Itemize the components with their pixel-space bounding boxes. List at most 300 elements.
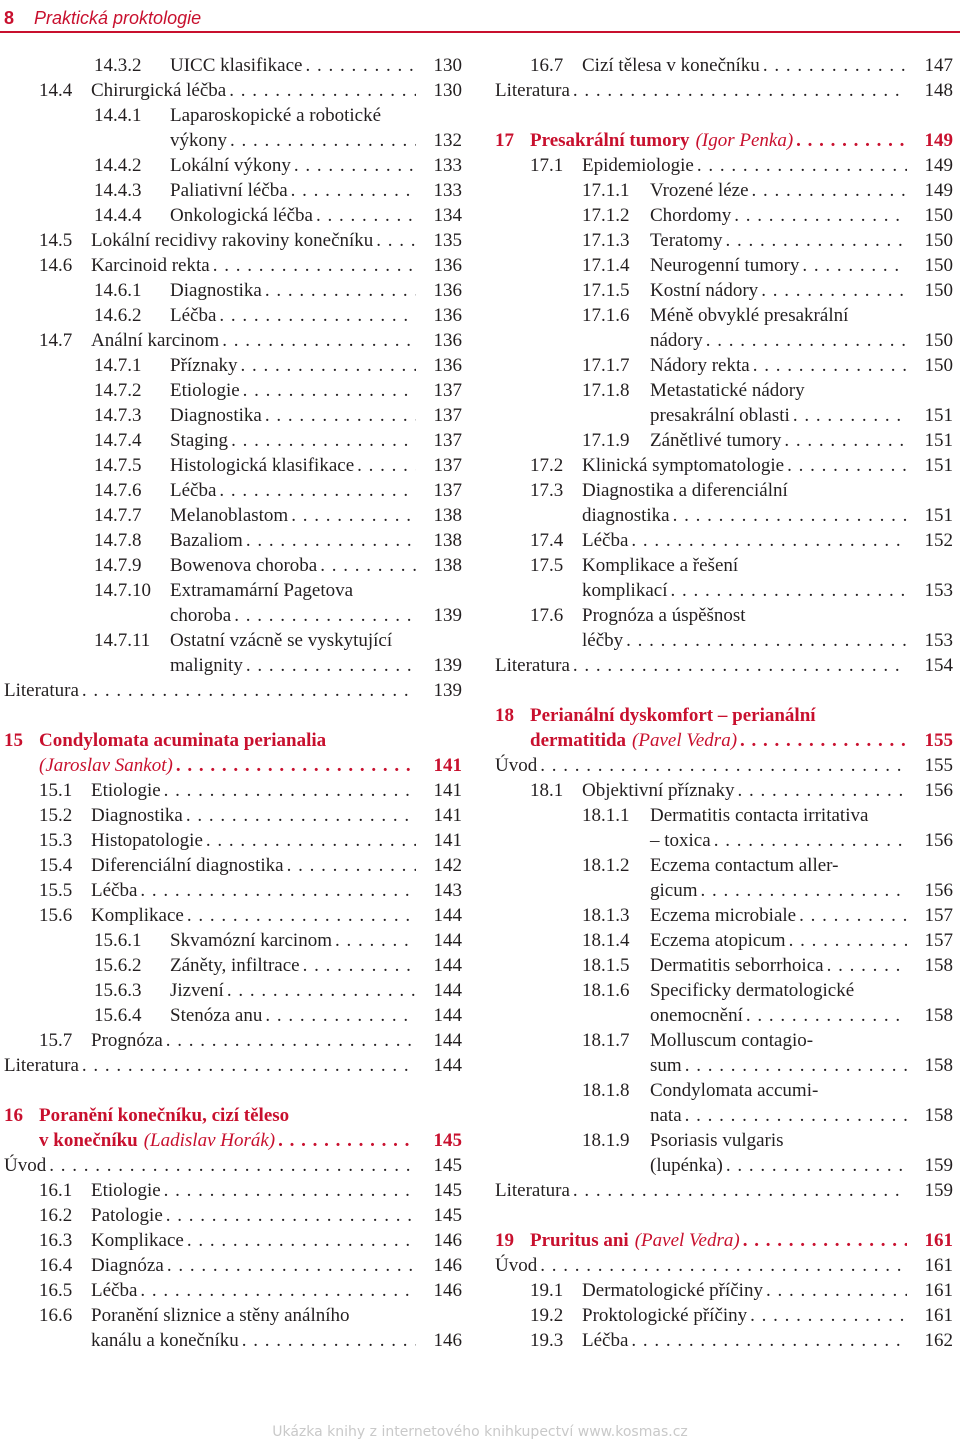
toc-entry-page: 159	[924, 1180, 953, 1201]
dot-leader	[354, 453, 416, 478]
toc-entry-title: diagnostika	[582, 505, 670, 526]
toc-entry[interactable]	[495, 278, 953, 303]
dot-leader	[243, 528, 416, 553]
toc-entry-page: 145	[433, 1155, 462, 1176]
toc-entry-page: 151	[924, 405, 953, 426]
toc-right-column	[495, 53, 953, 1353]
toc-chapter-entry[interactable]	[495, 703, 953, 728]
toc-entry[interactable]	[495, 903, 953, 928]
dot-leader	[137, 1278, 416, 1303]
dot-leader	[735, 778, 908, 803]
toc-entry[interactable]	[4, 428, 462, 453]
toc-entry[interactable]	[4, 153, 462, 178]
toc-entry-title: Prognóza	[91, 1030, 163, 1051]
toc-entry-page: 158	[924, 955, 953, 976]
toc-entry-page: 150	[924, 330, 953, 351]
toc-entry-number: 18.1.6	[582, 980, 630, 1001]
dot-leader	[743, 1003, 907, 1028]
dot-leader	[262, 1003, 416, 1028]
toc-entry-title: Skvamózní karcinom	[170, 930, 332, 951]
dot-leader	[227, 128, 416, 153]
toc-entry[interactable]	[495, 1128, 953, 1153]
dot-leader	[703, 328, 907, 353]
toc-entry[interactable]	[4, 403, 462, 428]
dot-leader	[183, 803, 416, 828]
toc-entry-title: kanálu a konečníku	[91, 1330, 239, 1351]
toc-chapter-entry[interactable]	[4, 1128, 462, 1153]
toc-entry-title: Poranění konečníku, cizí těleso	[39, 1105, 290, 1126]
toc-entry-title: v konečníku	[39, 1130, 138, 1151]
toc-entry[interactable]	[4, 903, 462, 928]
toc-entry-title: Léčba	[170, 480, 217, 501]
toc-entry-page: 134	[433, 205, 462, 226]
toc-entry-title: Diagnostika	[170, 280, 262, 301]
dot-leader	[392, 628, 416, 653]
toc-entry-title: Léčba	[582, 1330, 629, 1351]
dot-leader	[537, 753, 907, 778]
toc-entry[interactable]	[4, 78, 462, 103]
toc-entry-number: 17.3	[530, 480, 564, 501]
toc-entry-page: 145	[433, 1130, 462, 1151]
toc-entry[interactable]	[495, 978, 953, 1003]
toc-entry[interactable]	[4, 953, 462, 978]
toc-entry-title: Úvod	[495, 1255, 538, 1276]
toc-entry-number: 16	[4, 1105, 23, 1126]
toc-entry-page: 155	[924, 755, 953, 776]
dot-leader	[353, 578, 416, 603]
toc-entry-number: 14.4.1	[94, 105, 142, 126]
toc-entry-page: 146	[433, 1280, 462, 1301]
toc-entry[interactable]	[4, 1053, 462, 1078]
dot-leader	[243, 653, 416, 678]
toc-entry-title: Teratomy	[650, 230, 723, 251]
toc-entry[interactable]	[495, 878, 953, 903]
dot-leader	[239, 1328, 416, 1353]
toc-entry[interactable]	[495, 453, 953, 478]
dot-leader	[537, 1253, 907, 1278]
toc-chapter-entry[interactable]	[4, 753, 462, 778]
toc-entry-page: 154	[924, 655, 953, 676]
toc-entry-title: Diagnostika a diferenciální	[582, 480, 788, 501]
toc-entry[interactable]	[4, 1153, 462, 1178]
toc-entry-page: 141	[433, 755, 462, 776]
toc-entry-number: 18.1	[530, 780, 564, 801]
toc-entry[interactable]	[495, 78, 953, 103]
toc-entry[interactable]	[4, 1228, 462, 1253]
toc-entry[interactable]	[4, 203, 462, 228]
toc-entry-title: Úvod	[4, 1155, 47, 1176]
section-spacer	[495, 103, 953, 128]
dot-leader	[262, 403, 416, 428]
toc-entry[interactable]	[495, 1053, 953, 1078]
toc-entry[interactable]	[4, 1203, 462, 1228]
toc-entry-page: 141	[433, 830, 462, 851]
toc-entry-page: 149	[924, 130, 953, 151]
toc-entry-number: 15.2	[39, 805, 73, 826]
toc-entry[interactable]	[495, 378, 953, 403]
toc-entry-page: 144	[433, 1055, 462, 1076]
toc-entry[interactable]	[495, 1303, 953, 1328]
toc-entry[interactable]	[495, 653, 953, 678]
dot-leader	[623, 628, 907, 653]
dot-leader	[854, 978, 907, 1003]
toc-entry-title: sum	[650, 1055, 682, 1076]
toc-entry-number: 17.1.2	[582, 205, 630, 226]
toc-entry-number: 18.1.1	[582, 805, 630, 826]
toc-entry[interactable]	[4, 303, 462, 328]
toc-entry[interactable]	[495, 803, 953, 828]
toc-entry[interactable]	[4, 1003, 462, 1028]
toc-entry[interactable]	[4, 778, 462, 803]
toc-entry-page: 148	[924, 80, 953, 101]
dot-leader	[210, 253, 416, 278]
section-spacer	[495, 678, 953, 703]
toc-entry-page: 156	[924, 830, 953, 851]
toc-entry[interactable]	[495, 628, 953, 653]
toc-entry[interactable]	[4, 353, 462, 378]
toc-entry[interactable]	[4, 178, 462, 203]
toc-entry-title: Komplikace	[91, 905, 184, 926]
toc-entry-title: Stenóza anu	[170, 1005, 263, 1026]
toc-entry[interactable]	[495, 1153, 953, 1178]
toc-entry-title: Zánětlivé tumory	[650, 430, 782, 451]
dot-leader	[793, 128, 907, 153]
toc-entry[interactable]	[4, 1328, 462, 1353]
toc-entry[interactable]	[495, 303, 953, 328]
toc-entry-number: 17.4	[530, 530, 564, 551]
toc-entry[interactable]	[4, 1253, 462, 1278]
toc-entry-page: 155	[924, 730, 953, 751]
toc-entry-title: Chordomy	[650, 205, 732, 226]
toc-entry[interactable]	[495, 1003, 953, 1028]
dot-leader	[838, 853, 907, 878]
toc-entry[interactable]	[495, 578, 953, 603]
toc-entry-title: nata	[650, 1105, 682, 1126]
toc-entry-page: 141	[433, 780, 462, 801]
toc-entry[interactable]	[495, 478, 953, 503]
toc-entry[interactable]	[495, 1253, 953, 1278]
toc-entry-number: 16.4	[39, 1255, 73, 1276]
toc-entry-title: komplikací	[582, 580, 668, 601]
dot-leader	[79, 678, 416, 703]
toc-entry-page: 152	[924, 530, 953, 551]
toc-entry[interactable]	[4, 453, 462, 478]
toc-entry[interactable]	[495, 1178, 953, 1203]
toc-entry[interactable]	[4, 478, 462, 503]
toc-entry[interactable]	[4, 278, 462, 303]
toc-entry[interactable]	[495, 153, 953, 178]
dot-leader	[79, 1053, 416, 1078]
dot-leader	[288, 503, 416, 528]
toc-entry[interactable]	[4, 1303, 462, 1328]
toc-entry[interactable]	[4, 578, 462, 603]
toc-chapter-entry[interactable]	[4, 1103, 462, 1128]
toc-entry-title: Bazaliom	[170, 530, 243, 551]
toc-entry-title: Bowenova choroba	[170, 555, 318, 576]
toc-entry-number: 16.1	[39, 1180, 73, 1201]
toc-entry-title: Condylomata acuminata perianalia	[39, 730, 327, 751]
toc-entry-page: 137	[433, 480, 462, 501]
toc-entry[interactable]	[495, 603, 953, 628]
toc-entry-page: 150	[924, 355, 953, 376]
toc-entry[interactable]	[495, 178, 953, 203]
toc-entry-title: Proktologické příčiny	[582, 1305, 748, 1326]
toc-entry-page: 149	[924, 155, 953, 176]
toc-entry[interactable]	[495, 253, 953, 278]
toc-entry[interactable]	[495, 928, 953, 953]
toc-entry-title: Epidemiologie	[582, 155, 694, 176]
toc-entry[interactable]	[4, 228, 462, 253]
toc-entry[interactable]	[495, 953, 953, 978]
toc-entry[interactable]	[4, 528, 462, 553]
toc-entry-page: 161	[924, 1230, 953, 1251]
section-spacer	[4, 703, 462, 728]
toc-entry[interactable]	[4, 1278, 462, 1303]
dot-leader	[805, 378, 907, 403]
toc-entry-title: Léčba	[170, 305, 217, 326]
toc-entry-number: 14.7	[39, 330, 73, 351]
toc-entry[interactable]	[4, 628, 462, 653]
toc-entry[interactable]	[495, 53, 953, 78]
dot-leader	[161, 778, 416, 803]
toc-entry-title: Metastatické nádory	[650, 380, 805, 401]
dot-leader	[163, 1203, 416, 1228]
section-spacer	[4, 1078, 462, 1103]
toc-entry[interactable]	[4, 1178, 462, 1203]
toc-entry-title: Literatura	[4, 680, 79, 701]
dot-leader	[184, 1228, 416, 1253]
toc-entry-title: Anální karcinom	[91, 330, 220, 351]
toc-entry-title: Melanoblastom	[170, 505, 289, 526]
toc-entry[interactable]	[495, 328, 953, 353]
toc-entry-title: Komplikace	[91, 1230, 184, 1251]
toc-entry-number: 14.6.1	[94, 280, 142, 301]
toc-entry-number: 15.6.1	[94, 930, 142, 951]
toc-entry-author: (Igor Penka)	[695, 130, 794, 151]
toc-entry[interactable]	[495, 1028, 953, 1053]
toc-entry[interactable]	[4, 878, 462, 903]
toc-entry-page: 158	[924, 1005, 953, 1026]
toc-entry-author: (Pavel Vedra)	[632, 730, 738, 751]
toc-entry[interactable]	[495, 228, 953, 253]
toc-entry[interactable]	[495, 853, 953, 878]
toc-entry-title: Vrozené léze	[650, 180, 749, 201]
dot-leader	[300, 953, 416, 978]
toc-entry-page: 142	[433, 855, 462, 876]
toc-entry-number: 14.7.3	[94, 405, 142, 426]
toc-entry-author: (Ladislav Horák)	[143, 1130, 276, 1151]
toc-entry-number: 17.5	[530, 555, 564, 576]
toc-entry[interactable]	[495, 753, 953, 778]
toc-entry-number: 17.1	[530, 155, 564, 176]
toc-entry-title: Méně obvyklé presakrální	[650, 305, 849, 326]
dot-leader	[219, 328, 416, 353]
toc-entry-title: Paliativní léčba	[170, 180, 288, 201]
toc-entry[interactable]	[4, 328, 462, 353]
toc-entry[interactable]	[495, 1078, 953, 1103]
toc-entry[interactable]	[4, 928, 462, 953]
toc-chapter-entry[interactable]	[495, 728, 953, 753]
toc-entry-title: Psoriasis vulgaris	[650, 1130, 784, 1151]
toc-entry-title: malignity	[170, 655, 243, 676]
toc-entry-title: Histopatologie	[91, 830, 203, 851]
toc-entry-number: 17	[495, 130, 514, 151]
toc-entry-title: Condylomata accumi-	[650, 1080, 819, 1101]
dot-leader	[784, 453, 907, 478]
dot-leader	[784, 1128, 907, 1153]
toc-entry-title: Specificky dermatologické	[650, 980, 855, 1001]
toc-entry-title: (lupénka)	[650, 1155, 723, 1176]
dot-leader	[173, 753, 416, 778]
toc-entry[interactable]	[495, 403, 953, 428]
dot-leader	[291, 153, 416, 178]
dot-leader	[813, 1028, 907, 1053]
dot-leader	[231, 603, 416, 628]
toc-entry-title: Nádory rekta	[650, 355, 750, 376]
toc-entry[interactable]	[495, 1278, 953, 1303]
toc-entry[interactable]	[4, 803, 462, 828]
toc-entry-page: 135	[433, 230, 462, 251]
toc-entry[interactable]	[4, 603, 462, 628]
toc-entry-page: 132	[433, 130, 462, 151]
toc-entry-page: 145	[433, 1180, 462, 1201]
dot-leader	[373, 228, 416, 253]
toc-entry[interactable]	[495, 778, 953, 803]
toc-entry[interactable]	[4, 378, 462, 403]
toc-entry-title: Dermatitis contacta irritativa	[650, 805, 869, 826]
dot-leader	[747, 1303, 907, 1328]
toc-entry[interactable]	[4, 678, 462, 703]
toc-entry-title: Extramamární Pagetova	[170, 580, 354, 601]
dot-leader	[740, 1228, 907, 1253]
dot-leader	[818, 1078, 907, 1103]
toc-entry[interactable]	[495, 553, 953, 578]
toc-entry[interactable]	[4, 253, 462, 278]
toc-left-column	[4, 53, 462, 1353]
toc-entry-number: 16.5	[39, 1280, 73, 1301]
toc-entry-title: Eczema microbiale	[650, 905, 797, 926]
dot-leader	[848, 303, 907, 328]
toc-entry-page: 153	[924, 580, 953, 601]
toc-entry-title: Záněty, infiltrace	[170, 955, 300, 976]
toc-entry[interactable]	[4, 53, 462, 78]
toc-entry-number: 18.1.3	[582, 905, 630, 926]
toc-entry-number: 17.1.5	[582, 280, 630, 301]
toc-entry[interactable]	[4, 503, 462, 528]
toc-entry-page: 150	[924, 255, 953, 276]
toc-entry[interactable]	[495, 1328, 953, 1353]
toc-entry-title: UICC klasifikace	[170, 55, 303, 76]
toc-entry-number: 14.6	[39, 255, 73, 276]
toc-chapter-entry[interactable]	[4, 728, 462, 753]
toc-entry-page: 150	[924, 230, 953, 251]
toc-entry-title: výkony	[170, 130, 227, 151]
watermark-footer: Ukázka knihy z internetového knihkupectví www.kosmas.cz	[272, 1424, 688, 1440]
toc-entry-page: 144	[433, 930, 462, 951]
toc-entry-page: 158	[924, 1105, 953, 1126]
toc-entry[interactable]	[4, 553, 462, 578]
toc-entry-number: 18.1.5	[582, 955, 630, 976]
toc-entry[interactable]	[495, 203, 953, 228]
dot-leader	[824, 953, 907, 978]
toc-entry[interactable]	[4, 1028, 462, 1053]
toc-entry-number: 15.1	[39, 780, 73, 801]
dot-leader	[788, 478, 907, 503]
dot-leader	[796, 903, 907, 928]
toc-entry-title: Diagnostika	[91, 805, 183, 826]
toc-entry-number: 17.1.6	[582, 305, 630, 326]
toc-entry[interactable]	[495, 1103, 953, 1128]
toc-entry-page: 162	[924, 1330, 953, 1351]
toc-entry-page: 150	[924, 205, 953, 226]
toc-entry[interactable]	[4, 978, 462, 1003]
dot-leader	[628, 1328, 907, 1353]
toc-entry-page: 139	[433, 655, 462, 676]
dot-leader	[670, 503, 907, 528]
toc-entry-page: 133	[433, 155, 462, 176]
toc-entry-title: Objektivní příznaky	[582, 780, 735, 801]
toc-entry[interactable]	[495, 528, 953, 553]
running-title: Praktická proktologie	[34, 7, 202, 28]
toc-entry-page: 136	[433, 280, 462, 301]
toc-entry-page: 136	[433, 305, 462, 326]
dot-leader	[694, 153, 907, 178]
toc-entry-number: 18.1.2	[582, 855, 630, 876]
toc-entry[interactable]	[4, 853, 462, 878]
toc-chapter-entry[interactable]	[495, 128, 953, 153]
toc-entry-page: 137	[433, 430, 462, 451]
toc-entry-page: 137	[433, 380, 462, 401]
dot-leader	[667, 578, 907, 603]
dot-leader	[184, 903, 416, 928]
toc-entry[interactable]	[495, 428, 953, 453]
dot-leader	[758, 278, 907, 303]
toc-entry-page: 157	[924, 905, 953, 926]
toc-entry-page: 130	[433, 55, 462, 76]
toc-entry[interactable]	[495, 353, 953, 378]
toc-entry-number: 19.3	[530, 1330, 564, 1351]
toc-entry[interactable]	[4, 103, 462, 128]
toc-entry-title: Staging	[170, 430, 229, 451]
toc-chapter-entry[interactable]	[495, 1228, 953, 1253]
dot-leader	[570, 653, 907, 678]
dot-leader	[723, 1153, 907, 1178]
toc-entry-page: 138	[433, 530, 462, 551]
dot-leader	[816, 703, 907, 728]
toc-entry[interactable]	[4, 653, 462, 678]
toc-entry[interactable]	[495, 828, 953, 853]
dot-leader	[317, 553, 416, 578]
toc-entry-page: 146	[433, 1230, 462, 1251]
toc-entry-title: Prognóza a úspěšnost	[582, 605, 746, 626]
toc-entry-page: 156	[924, 780, 953, 801]
toc-entry-number: 15.7	[39, 1030, 73, 1051]
toc-entry-number: 14.7.11	[94, 630, 151, 651]
toc-entry-page: 151	[924, 505, 953, 526]
dot-leader	[737, 728, 907, 753]
toc-entry-number: 14.7.9	[94, 555, 142, 576]
toc-entry-number: 14.7.5	[94, 455, 142, 476]
toc-entry-number: 15.6.4	[94, 1005, 142, 1026]
toc-entry[interactable]	[4, 128, 462, 153]
toc-entry[interactable]	[4, 828, 462, 853]
toc-entry-page: 151	[924, 430, 953, 451]
toc-entry-title: choroba	[170, 605, 232, 626]
toc-entry-page: 139	[433, 605, 462, 626]
dot-leader	[288, 178, 416, 203]
toc-entry[interactable]	[495, 503, 953, 528]
dot-leader	[326, 728, 416, 753]
